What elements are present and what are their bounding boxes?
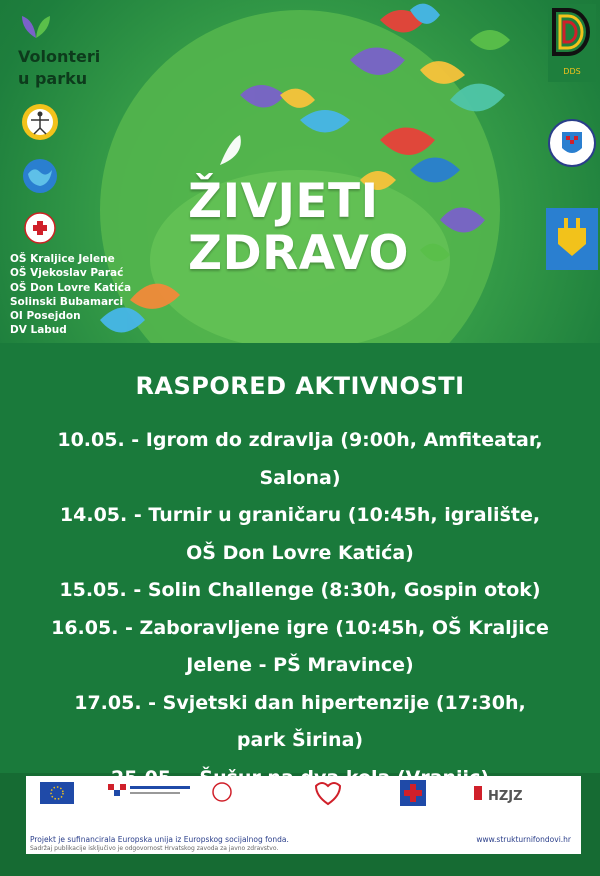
org-name (18, 46, 138, 90)
funding-url: www.strukturnifondovi.hr (476, 835, 571, 844)
funding-statement: Projekt je sufinancirala Europska unija iz Europskog socijalnog fonda. (30, 835, 289, 844)
schools-list (10, 252, 131, 338)
schedule-list (0, 422, 600, 797)
funding-logos-strip (26, 776, 581, 828)
main-title (188, 176, 428, 280)
schedule-line: park Širina) (236, 729, 364, 751)
schedule-title: RASPORED AKTIVNOSTI (135, 372, 465, 400)
title-line2: ZDRAVO (188, 226, 409, 281)
org-name-line1: Volonteri (18, 47, 101, 66)
school-item: OŠ Don Lovre Katića (10, 281, 132, 294)
org-name-line2: u parku (18, 69, 88, 88)
schedule-line: 17.05. - Svjetski dan hipertenzije (17:30h, (74, 691, 526, 714)
eu-flag-icon (40, 782, 74, 804)
hzjz-logo-text: HZJZ (488, 789, 523, 804)
vitruvian-man-emblem-icon (20, 102, 60, 142)
title-line1: ŽIVJETI (188, 174, 379, 229)
school-item: OŠ Kraljice Jelene (10, 253, 115, 265)
schedule-line: 16.05. - Zaboravljene igre (10:45h, OŠ Kraljice (51, 616, 549, 639)
ministry-emblem-icon (213, 783, 231, 801)
schedule-line: 10.05. - Igrom do zdravlja (9:00h, Amfiteatar, (57, 429, 543, 451)
county-shield-icon (546, 208, 598, 270)
funding-footer (26, 776, 581, 854)
city-coat-of-arms-icon (548, 114, 596, 172)
school-item: Solinski Bubamarci (10, 295, 124, 308)
volunteers-logo (18, 10, 138, 90)
schedule-line: Salona) (259, 466, 341, 489)
schedule-line: Jelene - PŠ Mravince) (186, 654, 414, 676)
schedule-line: 15.05. - Solin Challenge (8:30h, Gospin otok) (59, 579, 541, 601)
school-item: OŠ Vjekoslav Parać (10, 267, 124, 280)
schedule-line: 14.05. - Turnir u graničaru (10:45h, igralište, (59, 504, 541, 526)
hzjz-logo-icon (474, 786, 482, 800)
school-item: DV Labud (10, 324, 67, 337)
dds-logo-icon (548, 4, 596, 82)
school-item: OI Posejdon (10, 310, 81, 323)
schedule-line: OŠ Don Lovre Katića) (186, 541, 414, 564)
globe-emblem-icon (20, 156, 60, 196)
leaf-logo-icon (18, 10, 54, 40)
health-ministry-heart-icon (316, 783, 340, 804)
eu-structural-funds-icon (108, 784, 114, 790)
dds-logo-text: DDS (563, 67, 581, 76)
disclaimer-text: Sadržaj publikacije isključivo je odgovornost Hrvatskog zavoda za javno zdravstvo. (30, 845, 279, 852)
red-cross-emblem-icon (22, 208, 62, 248)
